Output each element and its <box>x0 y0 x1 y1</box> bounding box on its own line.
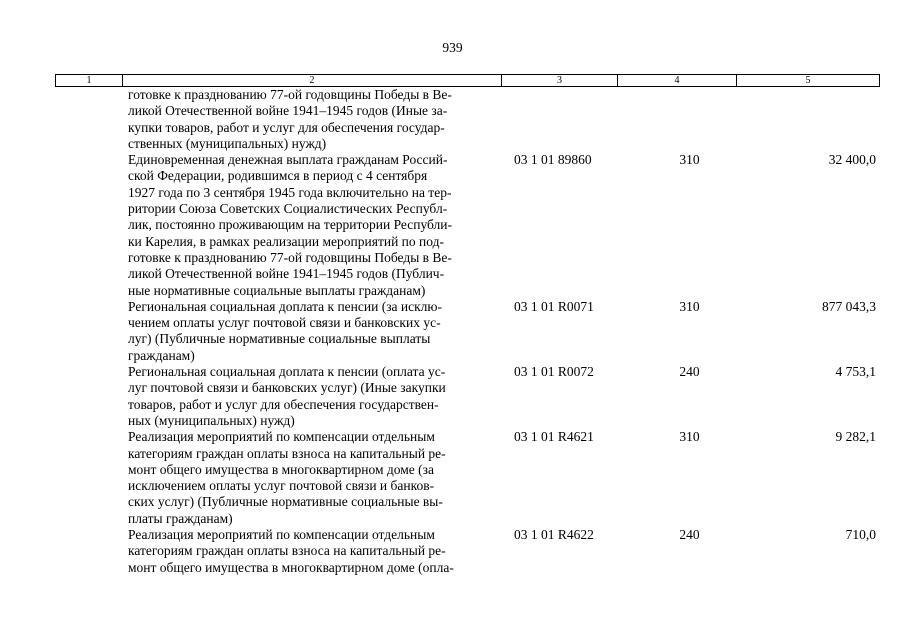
table-row <box>55 527 880 576</box>
cell-amount: 4 753,1 <box>835 364 876 380</box>
description-line: товаров, работ и услуг для обеспечения государствен- <box>128 396 439 412</box>
page-number: 939 <box>442 40 463 55</box>
table-row <box>55 429 880 527</box>
cell-type: 310 <box>679 152 700 168</box>
table-row <box>55 87 880 152</box>
cell-number <box>55 299 122 364</box>
column-header-1: 1 <box>56 75 123 87</box>
description-line: категориям граждан оплаты взноса на капитальный ре- <box>128 445 446 461</box>
cell-number <box>55 527 122 576</box>
cell-type <box>630 87 749 152</box>
description-line: гражданам) <box>128 347 195 363</box>
cell-code: 03 1 01 R0071 <box>514 298 594 314</box>
table-row <box>55 299 880 364</box>
description-line: луг) (Публичные нормативные социальные выплаты <box>128 331 431 347</box>
description-line: категориям граждан оплаты взноса на капитальный ре- <box>128 543 446 559</box>
cell-type: 310 <box>679 298 700 314</box>
cell-amount: 9 282,1 <box>835 429 876 445</box>
cell-amount <box>749 87 880 152</box>
description-line: ликой Отечественной войне 1941–1945 годов (Публич- <box>128 266 445 282</box>
cell-number <box>55 87 122 152</box>
cell-type: 240 <box>679 527 700 543</box>
table-row <box>55 152 880 299</box>
description-line: монт общего имущества в многоквартирном доме (опла- <box>128 559 454 575</box>
column-header-2: 2 <box>123 75 502 87</box>
column-header-row <box>56 75 880 87</box>
cell-amount: 32 400,0 <box>828 152 876 168</box>
column-header-table <box>55 74 880 87</box>
description-line: ликой Отечественной войне 1941–1945 годов (Иные за- <box>128 103 448 119</box>
column-header-5: 5 <box>737 75 880 87</box>
cell-description <box>122 364 507 429</box>
description-line: лик, постоянно проживающим на территории Республи- <box>128 217 453 233</box>
description-line: чением оплаты услуг почтовой связи и банковских ус- <box>128 315 441 331</box>
cell-description <box>122 527 507 576</box>
cell-number <box>55 429 122 527</box>
description-line: ских услуг) (Публичные нормативные социальные вы- <box>128 494 443 510</box>
description-line: ки Карелия, в рамках реализации мероприятий по под- <box>128 233 444 249</box>
description-line: 1927 года по 3 сентября 1945 года включительно на тер- <box>128 184 452 200</box>
cell-type: 310 <box>679 429 700 445</box>
description-line: ных (муниципальных) нужд) <box>128 412 295 428</box>
description-line: Единовременная денежная выплата гражданам Россий- <box>128 152 448 168</box>
description-line: луг почтовой связи и банковских услуг) (Иные закупки <box>128 380 446 396</box>
cell-code: 03 1 01 R4622 <box>514 527 594 543</box>
cell-description <box>122 429 507 527</box>
cell-code: 03 1 01 R0072 <box>514 364 594 380</box>
description-line: купки товаров, работ и услуг для обеспечения государ- <box>128 119 445 135</box>
description-line: Региональная социальная доплата к пенсии (за исклю- <box>128 298 442 314</box>
description-line: готовке к празднованию 77-ой годовщины Победы в Ве- <box>128 87 452 102</box>
cell-code: 03 1 01 89860 <box>514 152 592 168</box>
description-line: ственных (муниципальных) нужд) <box>128 135 327 151</box>
cell-amount: 877 043,3 <box>822 298 876 314</box>
description-line: готовке к празднованию 77-ой годовщины Победы в Ве- <box>128 249 452 265</box>
cell-code: 03 1 01 R4621 <box>514 429 594 445</box>
cell-amount: 710,0 <box>845 527 876 543</box>
description-line: Реализация мероприятий по компенсации отдельным <box>128 429 435 445</box>
column-header-3: 3 <box>502 75 618 87</box>
cell-number <box>55 152 122 299</box>
cell-type: 240 <box>679 364 700 380</box>
table-row <box>55 364 880 429</box>
cell-code <box>507 87 630 152</box>
description-line: исключением оплаты услуг почтовой связи и банков- <box>128 478 435 494</box>
description-line: платы гражданам) <box>128 510 233 526</box>
description-line: монт общего имущества в многоквартирном доме (за <box>128 461 434 477</box>
description-line: ритории Союза Советских Социалистических Республ- <box>128 201 448 217</box>
cell-description <box>122 299 507 364</box>
budget-table-body <box>55 87 880 576</box>
cell-description <box>122 87 507 152</box>
description-line: Реализация мероприятий по компенсации отдельным <box>128 527 435 543</box>
cell-number <box>55 364 122 429</box>
description-line: Региональная социальная доплата к пенсии (оплата ус- <box>128 364 446 380</box>
description-line: ской Федерации, родившимся в период с 4 сентября <box>128 168 428 184</box>
column-header-4: 4 <box>618 75 737 87</box>
description-line: ные нормативные социальные выплаты гражданам) <box>128 282 426 298</box>
cell-description <box>122 152 507 299</box>
